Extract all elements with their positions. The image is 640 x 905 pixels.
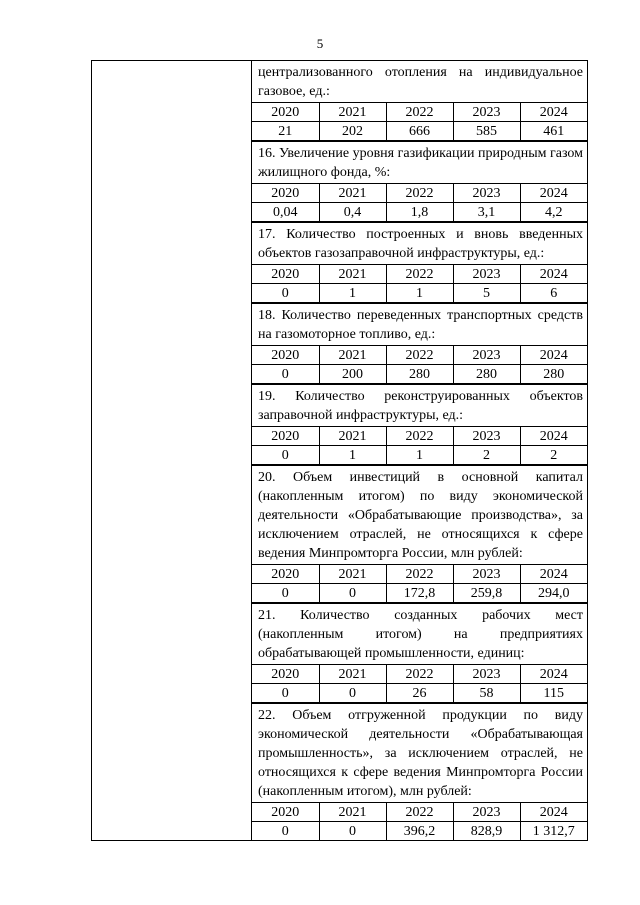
years-table [252,264,587,303]
years-row [252,427,587,446]
value-cell: 828,9 [453,822,520,841]
value-cell: 0 [319,684,386,703]
value-cell: 0 [252,584,319,603]
indicator-block [252,703,587,840]
values-row [252,446,587,465]
value-cell: 280 [520,365,587,384]
value-cell: 0 [252,284,319,303]
value-cell: 585 [453,122,520,141]
years-table [252,183,587,222]
years-table [252,564,587,603]
year-cell: 2022 [386,565,453,584]
year-cell: 2024 [520,665,587,684]
years-row [252,565,587,584]
value-cell: 0 [252,365,319,384]
value-cell: 0 [319,822,386,841]
value-cell: 1 [386,446,453,465]
year-cell: 2022 [386,346,453,365]
year-cell: 2023 [453,803,520,822]
year-cell: 2020 [252,103,319,122]
left-column-cell [92,61,252,841]
year-cell: 2024 [520,346,587,365]
indicator-text: 17. Количество построенных и вновь введенных объектов газозаправочной инфраструктуры, ед.: [252,222,587,264]
values-row [252,284,587,303]
year-cell: 2021 [319,184,386,203]
indicator-blocks [252,61,587,840]
years-table [252,426,587,465]
value-cell: 1 [386,284,453,303]
year-cell: 2020 [252,565,319,584]
year-cell: 2020 [252,346,319,365]
indicator-text: 20. Объем инвестиций в основной капитал (накопленным итогом) по виду экономической деятельности «Обрабатывающие производства», за исключением отраслей, не относящихся к сфере ведения Минпромторга России, млн рублей: [252,465,587,564]
value-cell: 1 312,7 [520,822,587,841]
value-cell: 0 [252,446,319,465]
values-row [252,122,587,141]
year-cell: 2022 [386,103,453,122]
indicators-column [252,61,588,841]
year-cell: 2022 [386,265,453,284]
indicator-block [252,603,587,703]
value-cell: 115 [520,684,587,703]
value-cell: 200 [319,365,386,384]
year-cell: 2023 [453,565,520,584]
value-cell: 1,8 [386,203,453,222]
value-cell: 2 [453,446,520,465]
indicator-block [252,465,587,603]
indicator-block [252,61,587,141]
value-cell: 280 [453,365,520,384]
indicator-block [252,222,587,303]
years-table [252,664,587,703]
values-row [252,684,587,703]
values-row [252,584,587,603]
value-cell: 6 [520,284,587,303]
value-cell: 2 [520,446,587,465]
indicator-text: 21. Количество созданных рабочих мест (накопленным итогом) на предприятиях обрабатывающей промышленности, единиц: [252,603,587,664]
year-cell: 2021 [319,265,386,284]
value-cell: 461 [520,122,587,141]
value-cell: 0,04 [252,203,319,222]
year-cell: 2023 [453,103,520,122]
indicator-text: централизованного отопления на индивидуальное газовое, ед.: [258,65,583,99]
indicator-block [252,384,587,465]
value-cell: 1 [319,446,386,465]
values-row [252,365,587,384]
year-cell: 2024 [520,103,587,122]
year-cell: 2023 [453,427,520,446]
value-cell: 26 [386,684,453,703]
year-cell: 2020 [252,803,319,822]
year-cell: 2023 [453,665,520,684]
page-number: 5 [316,36,324,51]
value-cell: 0,4 [319,203,386,222]
years-table [252,345,587,384]
value-cell: 0 [319,584,386,603]
year-cell: 2021 [319,346,386,365]
year-cell: 2022 [386,427,453,446]
value-cell: 0 [252,822,319,841]
indicator-text: 19. Количество реконструированных объектов заправочной инфраструктуры, ед.: [252,384,587,426]
years-row [252,103,587,122]
years-row [252,184,587,203]
indicator-block [252,141,587,222]
year-cell: 2021 [319,565,386,584]
years-table [252,102,587,141]
year-cell: 2020 [252,265,319,284]
year-cell: 2022 [386,184,453,203]
value-cell: 0 [252,684,319,703]
indicator-block [252,303,587,384]
years-row [252,346,587,365]
values-row [252,203,587,222]
indicator-text: 18. Количество переведенных транспортных средств на газомоторное топливо, ед.: [252,303,587,345]
value-cell: 666 [386,122,453,141]
year-cell: 2021 [319,803,386,822]
value-cell: 1 [319,284,386,303]
year-cell: 2020 [252,427,319,446]
value-cell: 396,2 [386,822,453,841]
indicator-text: 22. Объем отгруженной продукции по виду экономической деятельности «Обрабатывающая промышленность», за исключением отраслей, не относящихся к сфере ведения Минпромторга России (накопленным итогом), млн рублей: [252,703,587,802]
indicators-table [91,60,588,841]
value-cell: 58 [453,684,520,703]
year-cell: 2020 [252,665,319,684]
year-cell: 2024 [520,265,587,284]
year-cell: 2024 [520,803,587,822]
indicator-text: 16. Увеличение уровня газификации природным газом жилищного фонда, %: [252,141,587,183]
year-cell: 2020 [252,184,319,203]
value-cell: 5 [453,284,520,303]
value-cell: 280 [386,365,453,384]
year-cell: 2024 [520,184,587,203]
year-cell: 2021 [319,427,386,446]
years-row [252,665,587,684]
value-cell: 21 [252,122,319,141]
year-cell: 2022 [386,665,453,684]
years-table [252,802,587,840]
year-cell: 2023 [453,265,520,284]
year-cell: 2024 [520,565,587,584]
value-cell: 3,1 [453,203,520,222]
year-cell: 2024 [520,427,587,446]
year-cell: 2021 [319,665,386,684]
value-cell: 294,0 [520,584,587,603]
year-cell: 2021 [319,103,386,122]
value-cell: 259,8 [453,584,520,603]
years-row [252,265,587,284]
value-cell: 202 [319,122,386,141]
value-cell: 4,2 [520,203,587,222]
year-cell: 2023 [453,346,520,365]
year-cell: 2023 [453,184,520,203]
years-row [252,803,587,822]
values-row [252,822,587,841]
year-cell: 2022 [386,803,453,822]
value-cell: 172,8 [386,584,453,603]
